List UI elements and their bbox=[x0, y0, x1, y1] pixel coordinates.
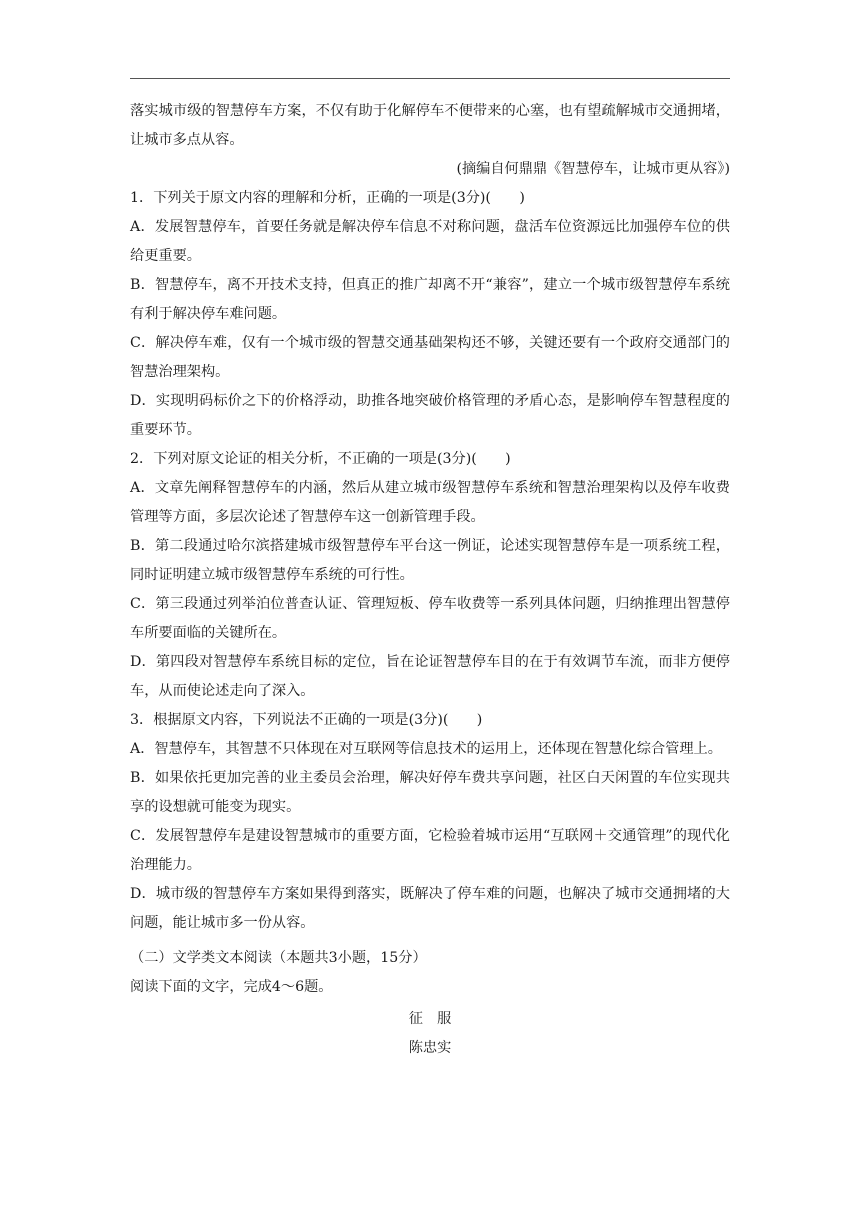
question-3-stem: 3．根据原文内容，下列说法不正确的一项是(3分)( ) bbox=[130, 712, 483, 728]
question-1-option-d: D．实现明码标价之下的价格浮动，助推各地突破价格管理的矛盾心态，是影响停车智慧程度的重要环节。 bbox=[130, 393, 730, 438]
question-2-option-a: A．文章先阐释智慧停车的内涵，然后从建立城市级智慧停车系统和智慧治理架构以及停车收费管理等方面，多层次论述了智慧停车这一创新管理手段。 bbox=[130, 480, 730, 525]
story-author: 陈忠实 bbox=[408, 1040, 452, 1056]
question-1-option-a: A．发展智慧停车，首要任务就是解决停车信息不对称问题，盘活车位资源远比加强停车位的供给更重要。 bbox=[130, 219, 730, 264]
header-rule bbox=[130, 78, 730, 79]
question-1-option-b: B．智慧停车，离不开技术支持，但真正的推广却离不开“兼容”，建立一个城市级智慧停车系统有利于解决停车难问题。 bbox=[130, 277, 730, 322]
question-3-option-b: B．如果依托更加完善的业主委员会治理，解决好停车费共享问题，社区白天闲置的车位实现共享的设想就可能变为现实。 bbox=[130, 770, 730, 815]
story-title: 征 服 bbox=[408, 1011, 452, 1027]
passage-paragraph: 落实城市级的智慧停车方案，不仅有助于化解停车不便带来的心塞，也有望疏解城市交通拥堵，让城市多点从容。 bbox=[130, 103, 730, 148]
document-body bbox=[130, 97, 730, 1063]
question-1-option-c: C．解决停车难，仅有一个城市级的智慧交通基础架构还不够，关键还要有一个政府交通部门的智慧治理架构。 bbox=[130, 335, 730, 380]
question-1-stem: 1．下列关于原文内容的理解和分析，正确的一项是(3分)( ) bbox=[130, 190, 525, 206]
question-3-option-a: A．智慧停车，其智慧不只体现在对互联网等信息技术的运用上，还体现在智慧化综合管理上。 bbox=[130, 741, 722, 757]
question-3-option-d: D．城市级的智慧停车方案如果得到落实，既解决了停车难的问题，也解决了城市交通拥堵的大问题，能让城市多一份从容。 bbox=[130, 886, 730, 931]
question-2-stem: 2．下列对原文论证的相关分析，不正确的一项是(3分)( ) bbox=[130, 451, 511, 467]
reading-instruction: 阅读下面的文字，完成4～6题。 bbox=[130, 979, 333, 995]
question-2-option-d: D．第四段对智慧停车系统目标的定位，旨在论证智慧停车目的在于有效调节车流，而非方便停车，从而使论述走向了深入。 bbox=[130, 654, 730, 699]
question-3-option-c: C．发展智慧停车是建设智慧城市的重要方面，它检验着城市运用“互联网＋交通管理”的现代化治理能力。 bbox=[130, 828, 730, 873]
question-2-option-c: C．第三段通过列举泊位普查认证、管理短板、停车收费等一系列具体问题，归纳推理出智慧停车所要面临的关键所在。 bbox=[130, 596, 730, 641]
question-2-option-b: B．第二段通过哈尔滨搭建城市级智慧停车平台这一例证，论述实现智慧停车是一项系统工程，同时证明建立城市级智慧停车系统的可行性。 bbox=[130, 538, 730, 583]
section-heading: （二）文学类文本阅读（本题共3小题，15分） bbox=[130, 950, 427, 966]
source-citation: (摘编自何鼎鼎《智慧停车，让城市更从容》) bbox=[456, 161, 730, 177]
